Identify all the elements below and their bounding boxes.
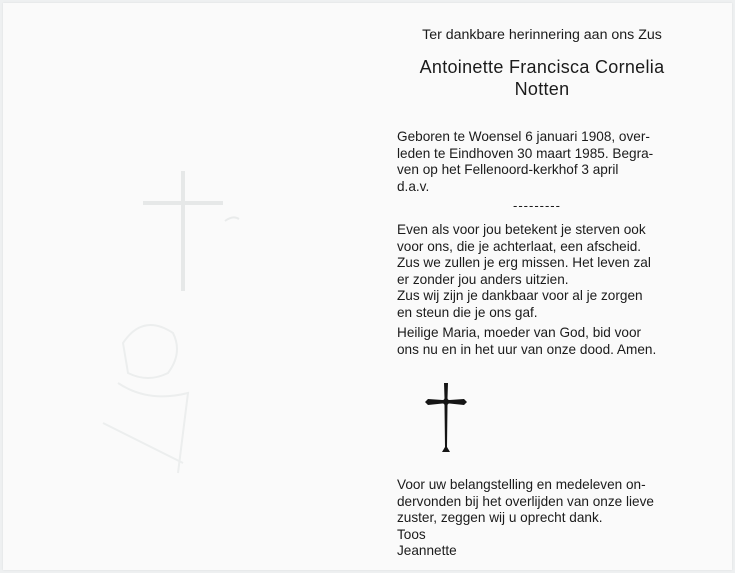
blank-left-panel	[3, 3, 383, 570]
bio-line: Geboren te Woensel 6 januari 1908, over-	[397, 129, 650, 144]
poem-line: en steun die je ons gaf.	[397, 304, 538, 320]
poem-line: Zus wij zijn je dankbaar voor al je zorgen	[397, 288, 643, 303]
intro-line: Ter dankbare herinnering aan ons Zus	[422, 27, 662, 43]
bio-line: leden te Eindhoven 30 maart 1985. Begra-	[397, 145, 654, 161]
poem-line: voor ons, die je achterlaat, een afscheid.	[397, 238, 642, 254]
bio-line: d.a.v.	[397, 178, 430, 194]
memorial-card	[3, 3, 732, 570]
deceased-name-line2: Notten	[514, 79, 570, 99]
poem-line: er zonder jou anders uitzien.	[397, 271, 569, 287]
deceased-name-line1: Antoinette Francisca Cornelia	[419, 57, 665, 77]
thanks-line: zuster, zeggen wij u oprecht dank.	[397, 510, 603, 525]
poem-block	[397, 222, 656, 358]
thanks-line: Voor uw belangstelling en medeleven on-	[397, 477, 646, 492]
biography-block	[397, 129, 653, 195]
prayer-line: Heilige Maria, moeder van God, bid voor	[397, 325, 642, 340]
embossed-cross-icon	[133, 163, 243, 293]
bio-line: ven op het Fellenoord-kerkhof 3 april	[397, 162, 619, 177]
thanks-line: dervonden bij het overlijden van onze lieve	[397, 493, 654, 509]
thanks-block	[397, 477, 654, 560]
poem-line: Zus we zullen je erg missen. Het leven zal	[397, 255, 651, 270]
poem-line: Even als voor jou betekent je sterven ook	[397, 222, 646, 237]
signature-name: Jeannette	[397, 543, 457, 558]
dashed-divider: ---------	[513, 198, 561, 213]
signature-name: Toos	[397, 526, 426, 542]
prayer-line: ons nu en in het uur van onze dood. Amen.	[397, 341, 657, 357]
embossed-figure	[83, 303, 203, 483]
latin-cross-icon	[424, 381, 468, 453]
